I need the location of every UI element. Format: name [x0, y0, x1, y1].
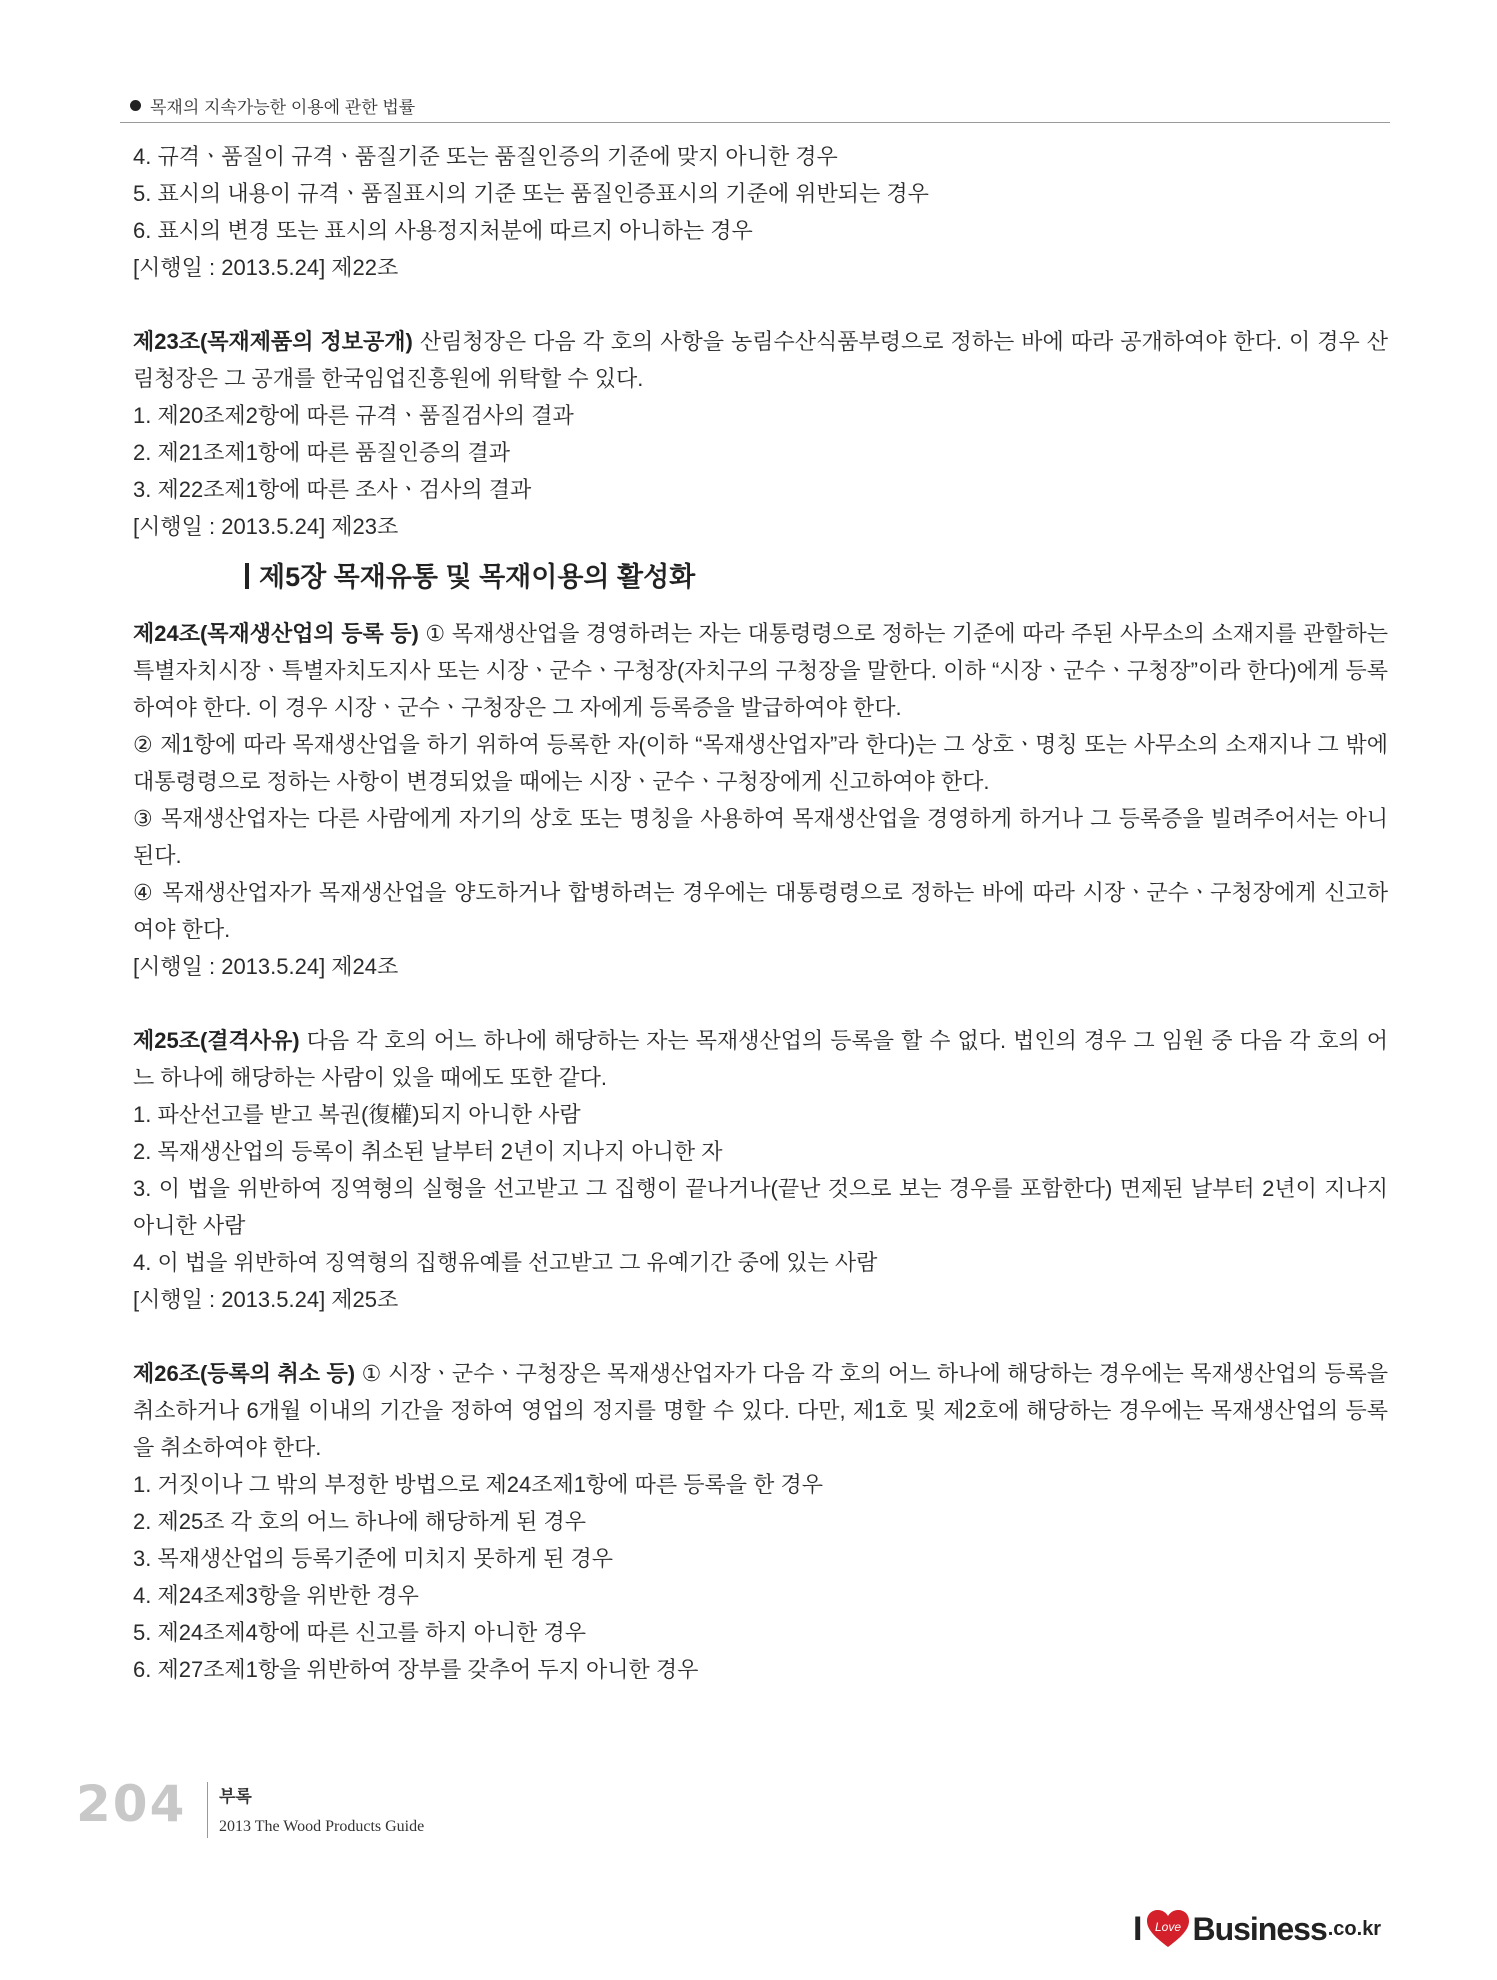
- article-heading: 제23조(목재제품의 정보공개): [133, 329, 413, 354]
- article-text: 산림청장은 다음 각 호의 사항을 농림수산식품부령으로 정하는 바에 따라 공개하여야 한다. 이 경우 산림청장은 그 공개를 한국임업진흥원에 위탁할 수 있다.: [133, 329, 1388, 391]
- list-item: 1. 거짓이나 그 밖의 부정한 방법으로 제24조제1항에 따른 등록을 한 경우: [133, 1472, 823, 1497]
- article-26: [133, 1355, 1388, 1688]
- list-item: 5. 제24조제4항에 따른 신고를 하지 아니한 경우: [133, 1620, 587, 1645]
- page-number: 204: [76, 1775, 187, 1833]
- chapter-title: 제5장 목재유통 및 목재이용의 활성화: [259, 562, 696, 592]
- heart-icon: [1146, 1909, 1190, 1949]
- article-heading: 제24조(목재생산업의 등록 등): [133, 621, 419, 646]
- article-paragraph: [133, 615, 1388, 726]
- list-item: 5. 표시의 내용이 규격ㆍ품질표시의 기준 또는 품질인증표시의 기준에 위반되는 경우: [133, 181, 929, 206]
- list-item: 4. 제24조제3항을 위반한 경우: [133, 1583, 419, 1608]
- article-paragraph: ② 제1항에 따라 목재생산업을 하기 위하여 등록한 자(이하 “목재생산업자”라 한다)는 그 상호ㆍ명칭 또는 사무소의 소재지나 그 밖에 대통령령으로 정하는 사항이 변경되었을 때에는 시장ㆍ군수ㆍ구청장에게 신고하여야 한다.: [133, 732, 1388, 794]
- article-heading: 제26조(등록의 취소 등): [133, 1361, 356, 1386]
- footer-divider: [207, 1782, 208, 1838]
- list-item: 3. 제22조제1항에 따른 조사ㆍ검사의 결과: [133, 477, 532, 502]
- article-22-tail: [133, 138, 1388, 286]
- article-25: [133, 1022, 1388, 1318]
- effective-date: [시행일 : 2013.5.24] 제23조: [133, 514, 399, 539]
- list-item: 3. 이 법을 위반하여 징역형의 실형을 선고받고 그 집행이 끝나거나(끝난 것으로 보는 경우를 포함한다) 면제된 날부터 2년이 지나지 아니한 사람: [133, 1176, 1388, 1238]
- article-paragraph: ④ 목재생산업자가 목재생산업을 양도하거나 합병하려는 경우에는 대통령령으로 정하는 바에 따라 시장ㆍ군수ㆍ구청장에게 신고하여야 한다.: [133, 880, 1388, 942]
- logo-love-text: Love: [1155, 1920, 1182, 1934]
- running-header: [120, 88, 1390, 123]
- chapter-bar-icon: [245, 563, 249, 589]
- article-text: ① 시장ㆍ군수ㆍ구청장은 목재생산업자가 다음 각 호의 어느 하나에 해당하는 경우에는 목재생산업의 등록을 취소하거나 6개월 이내의 기간을 정하여 영업의 정지를 명할 수 있다. 다만, 제1호 및 제2호에 해당하는 경우에는 목재생산업의 등록을 취소하여야 한다.: [133, 1361, 1388, 1460]
- article-paragraph: [133, 1355, 1388, 1466]
- footer-book-title: 2013 The Wood Products Guide: [219, 1818, 425, 1835]
- i-love-business-logo: [1133, 1904, 1381, 1954]
- chapter-heading: [245, 557, 1388, 597]
- article-paragraph: ③ 목재생산업자는 다른 사람에게 자기의 상호 또는 명칭을 사용하여 목재생산업을 경영하게 하거나 그 등록증을 빌려주어서는 아니 된다.: [133, 806, 1388, 868]
- bullet-icon: [130, 100, 141, 111]
- list-item: 1. 파산선고를 받고 복권(復權)되지 아니한 사람: [133, 1102, 581, 1127]
- article-23: [133, 323, 1388, 545]
- article-text: ① 목재생산업을 경영하려는 자는 대통령령으로 정하는 기준에 따라 주된 사무소의 소재지를 관할하는 특별자치시장ㆍ특별자치도지사 또는 시장ㆍ군수ㆍ구청장(자치구의 구청장을 말한다. 이하 “시장ㆍ군수ㆍ구청장”이라 한다)에게 등록하여야 한다. 이 경우 시장ㆍ군수ㆍ구청장은 그 자에게 등록증을 발급하여야 한다.: [133, 621, 1389, 720]
- effective-date: [시행일 : 2013.5.24] 제25조: [133, 1287, 399, 1312]
- effective-date: [시행일 : 2013.5.24] 제24조: [133, 954, 399, 979]
- list-item: 6. 표시의 변경 또는 표시의 사용정지처분에 따르지 아니하는 경우: [133, 218, 753, 243]
- list-item: 6. 제27조제1항을 위반하여 장부를 갖추어 두지 아니한 경우: [133, 1657, 699, 1682]
- logo-business: Business: [1192, 1910, 1327, 1947]
- logo-i: I: [1133, 1909, 1143, 1948]
- list-item: 4. 규격ㆍ품질이 규격ㆍ품질기준 또는 품질인증의 기준에 맞지 아니한 경우: [133, 144, 838, 169]
- article-paragraph: [133, 1022, 1388, 1096]
- effective-date: [시행일 : 2013.5.24] 제22조: [133, 255, 399, 280]
- list-item: 1. 제20조제2항에 따른 규격ㆍ품질검사의 결과: [133, 403, 574, 428]
- article-paragraph: [133, 323, 1388, 397]
- article-text: 다음 각 호의 어느 하나에 해당하는 자는 목재생산업의 등록을 할 수 없다. 법인의 경우 그 임원 중 다음 각 호의 어느 하나에 해당하는 사람이 있을 때에도 또한 같다.: [133, 1028, 1388, 1090]
- running-title: 목재의 지속가능한 이용에 관한 법률: [150, 97, 416, 117]
- list-item: 2. 제21조제1항에 따른 품질인증의 결과: [133, 440, 511, 465]
- article-24: [133, 615, 1388, 985]
- list-item: 2. 목재생산업의 등록이 취소된 날부터 2년이 지나지 아니한 자: [133, 1139, 723, 1164]
- list-item: 2. 제25조 각 호의 어느 하나에 해당하게 된 경우: [133, 1509, 587, 1534]
- logo-domain: .co.kr: [1327, 1917, 1382, 1940]
- footer-section: 부록: [219, 1787, 252, 1806]
- article-heading: 제25조(결격사유): [133, 1028, 300, 1053]
- list-item: 4. 이 법을 위반하여 징역형의 집행유예를 선고받고 그 유예기간 중에 있는 사람: [133, 1250, 878, 1275]
- list-item: 3. 목재생산업의 등록기준에 미치지 못하게 된 경우: [133, 1546, 614, 1571]
- page-body: [133, 138, 1388, 1688]
